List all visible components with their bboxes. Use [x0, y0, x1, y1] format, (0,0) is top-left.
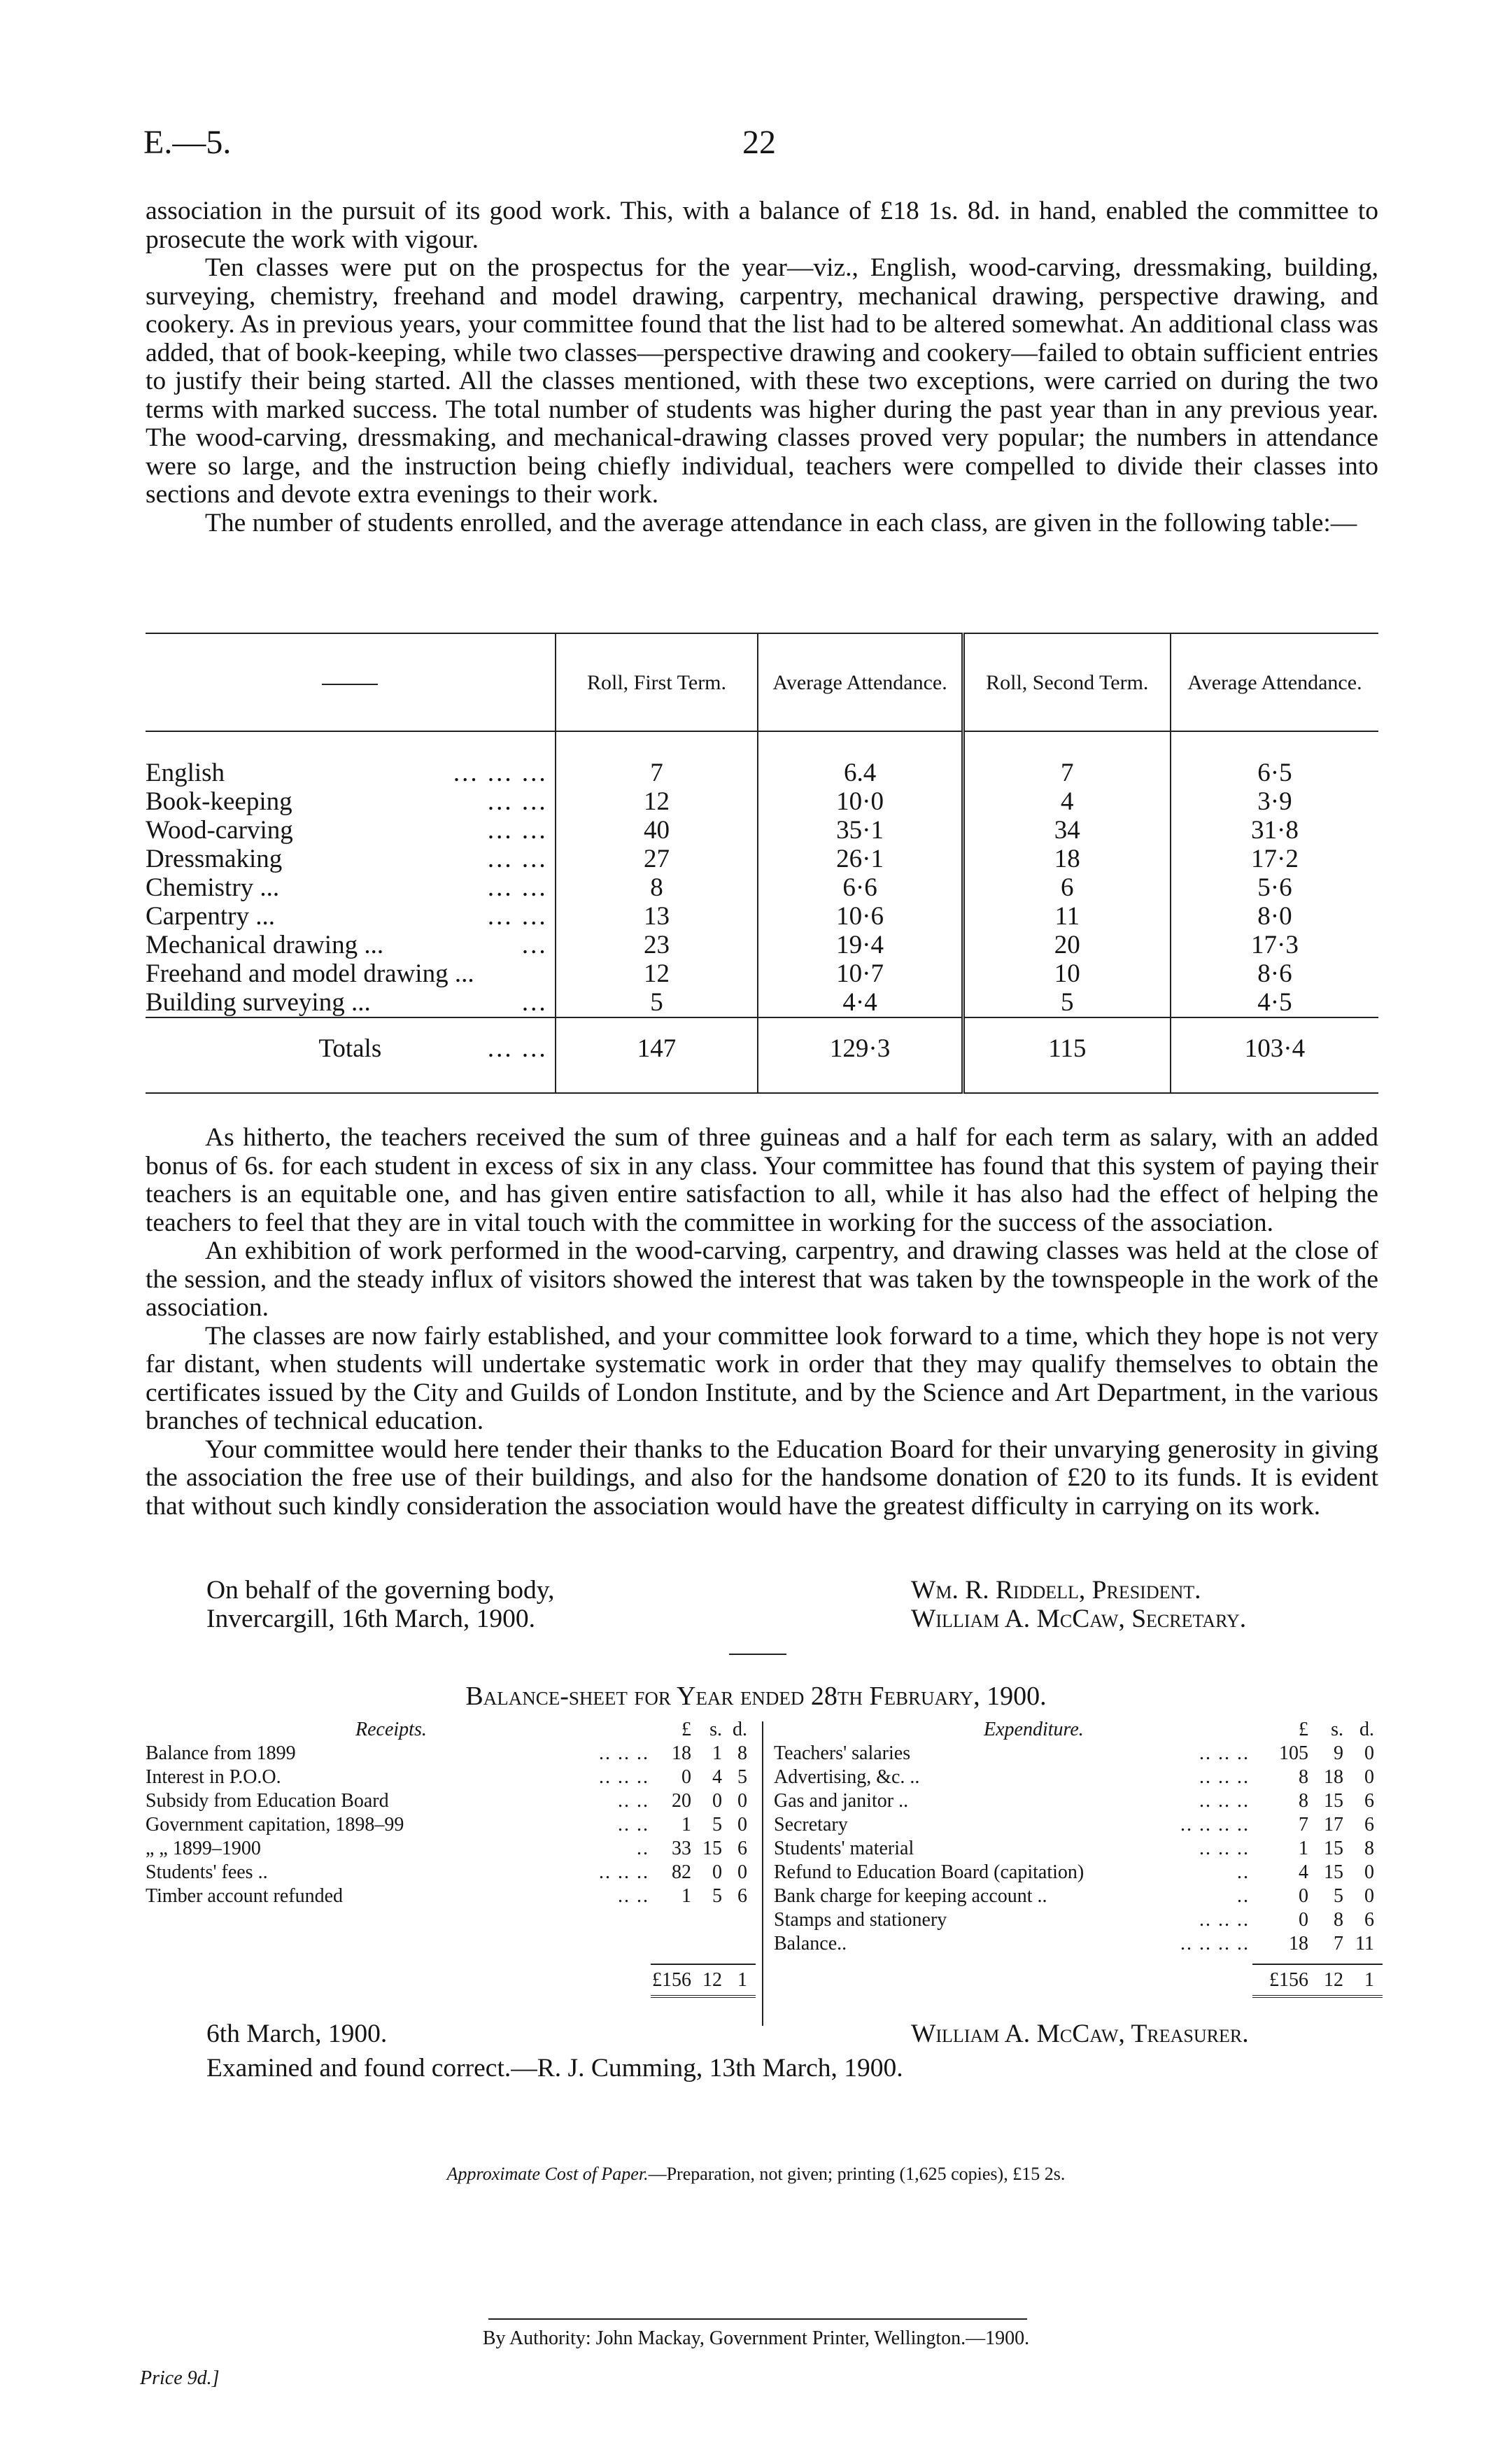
totals-row [146, 1017, 1378, 1080]
avg-attendance-second: 5·6 [1171, 873, 1378, 902]
ledger-row [146, 1742, 756, 1766]
leader-dots: ... ... [487, 1034, 548, 1063]
leader-dots: .. [1237, 1885, 1250, 1907]
roll-first-term: 23 [556, 931, 758, 959]
expenditure-total-shillings: 12 [1324, 1969, 1343, 1991]
ledger-item-label: „ „ 1899–1900 [146, 1838, 261, 1859]
ledger-row [146, 1813, 756, 1837]
ledger-item-label: Balance.. [774, 1933, 847, 1954]
expenditure-total-pounds: £156 [1269, 1969, 1308, 1991]
leader-dots: .. .. [618, 1885, 649, 1907]
amount-pence: 0 [737, 1814, 747, 1835]
amount-shillings: 18 [1324, 1766, 1343, 1788]
ledger-item-label: Secretary [774, 1814, 848, 1835]
ledger-item-label: Teachers' salaries [774, 1742, 911, 1764]
leader-dots: .. .. [618, 1790, 649, 1812]
roll-first-term: 40 [556, 816, 758, 845]
receipts-header: Receipts. [355, 1719, 427, 1740]
ledger-item-label: Advertising, &c. .. [774, 1766, 920, 1788]
avg-attendance-second: 31·8 [1171, 816, 1378, 845]
amount-pounds: 18 [672, 1742, 691, 1764]
amount-pence: 6 [1364, 1909, 1374, 1931]
totals-roll-second: 115 [963, 1017, 1171, 1080]
pence-header: d. [1359, 1719, 1374, 1740]
table-row [146, 988, 1378, 1017]
amount-shillings: 15 [1324, 1861, 1343, 1883]
amount-shillings: 17 [1324, 1814, 1343, 1835]
amount-shillings: 5 [712, 1814, 722, 1835]
ledger-item-label: Students' fees .. [146, 1861, 268, 1883]
roll-first-term: 12 [556, 787, 758, 816]
paragraph: Your committee would here tender their thanks to the Education Board for their unvarying generosity in giving the association the free use of their buildings, and also for the handsome donation of £20 to its funds. It is evident that without such kindly consideration the association would have the greatest difficulty in carrying on its work. [146, 1435, 1378, 1521]
avg-attendance-second: 8·6 [1171, 959, 1378, 988]
expenditure-total-row [774, 1968, 1383, 1992]
roll-first-term: 7 [556, 759, 758, 787]
ledger-item-label: Stamps and stationery [774, 1909, 947, 1931]
class-name: Chemistry ... [146, 873, 280, 902]
leader-dots: .. .. .. [1199, 1766, 1250, 1788]
amount-pence: 6 [737, 1838, 747, 1859]
totals-avg-second: 103·4 [1171, 1017, 1378, 1080]
avg-attendance-second: 17·3 [1171, 931, 1378, 959]
expenditure-total-pence: 1 [1364, 1969, 1374, 1991]
roll-first-term: 13 [556, 902, 758, 931]
table-row [146, 759, 1378, 787]
body-text [146, 1124, 1378, 1521]
amount-pence: 0 [1364, 1766, 1374, 1788]
receipts-total-double-rule [651, 1995, 756, 1998]
avg-attendance-second: 8·0 [1171, 902, 1378, 931]
avg-attendance-first: 6·6 [758, 873, 963, 902]
roll-second-term: 18 [963, 845, 1171, 873]
roll-first-term: 8 [556, 873, 758, 902]
ledger-row [146, 1837, 756, 1861]
ledger-row [774, 1884, 1383, 1908]
roll-first-term: 5 [556, 988, 758, 1017]
footer-rule [488, 2318, 1027, 2320]
amount-pounds: 0 [1299, 1909, 1308, 1931]
ledger-item-label: Government capitation, 1898–99 [146, 1814, 404, 1835]
leader-dots: .. .. .. [1199, 1838, 1250, 1859]
leader-dots: .. .. .. [599, 1861, 649, 1883]
leader-dots: .. .. .. [1199, 1790, 1250, 1812]
amount-pence: 0 [1364, 1861, 1374, 1883]
receipts-total-pence: 1 [737, 1969, 747, 1991]
amount-shillings: 1 [712, 1742, 722, 1764]
amount-pounds: 4 [1299, 1861, 1308, 1883]
balance-sheet-title: Balance-sheet for Year ended 28th February, 1900. [465, 1682, 1047, 1711]
receipts-total-rule [651, 1964, 756, 1965]
audit-statement: Examined and found correct.—R. J. Cumming, 13th March, 1900. [206, 2054, 903, 2083]
totals-roll-first: 147 [556, 1017, 758, 1080]
paragraph: association in the pursuit of its good work. This, with a balance of £18 1s. 8d. in hand, enabled the committee to prosecute the work with vigour. [146, 197, 1378, 254]
column-header: Average Attendance. [1171, 633, 1378, 731]
balance-sheet-divider [762, 1721, 763, 2026]
ledger-item-label: Subsidy from Education Board [146, 1790, 389, 1812]
leader-dots: ... ... [487, 873, 548, 902]
column-header: Average Attendance. [758, 633, 963, 731]
amount-pounds: 8 [1299, 1766, 1308, 1788]
ledger-row [774, 1766, 1383, 1789]
class-name: Carpentry ... [146, 902, 275, 931]
leader-dots: ... [521, 988, 548, 1017]
leader-dots: .. [1237, 1861, 1250, 1883]
cost-note-label: Approximate Cost of Paper. [446, 2164, 649, 2184]
leader-dots: .. .. .. [599, 1766, 649, 1788]
paragraph: An exhibition of work performed in the wood-carving, carpentry, and drawing classes was held at the close of the session, and the steady influx of visitors showed the interest that was taken by the townspeople in the work of the association. [146, 1236, 1378, 1322]
avg-attendance-first: 10·7 [758, 959, 963, 988]
roll-first-term: 12 [556, 959, 758, 988]
pence-header: d. [733, 1719, 747, 1740]
avg-attendance-first: 4·4 [758, 988, 963, 1017]
avg-attendance-first: 10·6 [758, 902, 963, 931]
leader-dots: .. .. .. [1199, 1742, 1250, 1764]
paragraph: The classes are now fairly established, and your committee look forward to a time, which they hope is not very far distant, when students will undertake systematic work in order that they may qualify themselves to obtain the certificates issued by the City and Guilds of London Institute, and by the Science and Art Department, in the various branches of technical education. [146, 1321, 1378, 1435]
amount-pounds: 33 [672, 1838, 691, 1859]
roll-second-term: 5 [963, 988, 1171, 1017]
amount-shillings: 5 [1334, 1885, 1343, 1907]
table-row [146, 787, 1378, 816]
amount-pounds: 18 [1289, 1933, 1308, 1954]
avg-attendance-second: 3·9 [1171, 787, 1378, 816]
leader-dots: ... ... [487, 902, 548, 931]
class-name: Freehand and model drawing ... [146, 959, 474, 988]
amount-shillings: 15 [702, 1838, 722, 1859]
amount-pounds: 82 [672, 1861, 691, 1883]
paragraph: Ten classes were put on the prospectus for the year—viz., English, wood-carving, dressmaking, building, surveying, chemistry, freehand and model drawing, carpentry, mechanical drawing, perspective drawing, and cookery. As in previous years, your committee found that the list had to be altered somewhat. An additional class was added, that of book-keeping, while two classes—perspective drawing and cookery—failed to obtain sufficient entries to justify their being started. All the classes mentioned, with these two exceptions, were carried on during the two terms with marked success. The total number of students was higher during the past year than in any previous year. The wood-carving, dressmaking, and mechanical-drawing classes proved very popular; the numbers in attendance were so large, and the instruction being chiefly individual, teachers were compelled to divide their classes into sections and devote extra evenings to their work. [146, 253, 1378, 509]
ledger-item-label: Interest in P.O.O. [146, 1766, 281, 1788]
table-row [146, 931, 1378, 959]
class-name: Mechanical drawing ... [146, 931, 384, 959]
avg-attendance-first: 10·0 [758, 787, 963, 816]
roll-second-term: 11 [963, 902, 1171, 931]
leader-dots: ... ... [487, 787, 548, 816]
amount-pounds: 8 [1299, 1790, 1308, 1812]
amount-shillings: 7 [1334, 1933, 1343, 1954]
totals-avg-first: 129·3 [758, 1017, 963, 1080]
leader-dots: .. .. .. .. [1180, 1933, 1250, 1954]
amount-pounds: 105 [1279, 1742, 1308, 1764]
roll-second-term: 7 [963, 759, 1171, 787]
leader-dots: ... ... ... [453, 759, 548, 787]
cost-note-text: —Preparation, not given; printing (1,625 copies), £15 2s. [648, 2164, 1066, 2184]
intro-text [146, 197, 1378, 537]
expenditure-column [774, 1718, 1383, 1956]
roll-second-term: 20 [963, 931, 1171, 959]
amount-pence: 6 [1364, 1814, 1374, 1835]
class-name: Book-keeping [146, 787, 292, 816]
document-reference: E.—5. [143, 124, 232, 161]
leader-dots: .. .. .. [599, 1742, 649, 1764]
amount-shillings: 0 [712, 1861, 722, 1883]
table-row [146, 873, 1378, 902]
leader-dots: .. .. [618, 1814, 649, 1835]
leader-dots: .. .. .. [1199, 1909, 1250, 1931]
amount-pounds: 1 [681, 1885, 691, 1907]
amount-pence: 8 [1364, 1838, 1374, 1859]
ledger-row [774, 1861, 1383, 1884]
ledger-row [774, 1837, 1383, 1861]
table-row [146, 816, 1378, 845]
ledger-item-label: Students' material [774, 1838, 914, 1859]
leader-dots: .. [637, 1838, 649, 1859]
column-header: Roll, Second Term. [963, 633, 1171, 731]
amount-pence: 6 [737, 1885, 747, 1907]
avg-attendance-first: 6.4 [758, 759, 963, 787]
pounds-header: £ [1299, 1719, 1308, 1740]
amount-pence: 11 [1355, 1933, 1374, 1954]
row-label-header [146, 633, 556, 731]
avg-attendance-second: 4·5 [1171, 988, 1378, 1017]
ledger-item-label: Timber account refunded [146, 1885, 343, 1907]
ledger-item-label: Balance from 1899 [146, 1742, 296, 1764]
ledger-row [774, 1813, 1383, 1837]
class-name: Dressmaking [146, 845, 283, 873]
paragraph: As hitherto, the teachers received the sum of three guineas and a half for each term as salary, with an added bonus of 6s. for each student in excess of six in any class. Your committee has found that this system of paying their teachers is an equitable one, and has given entire satisfaction to all, while it has also had the effect of helping the teachers to feel that they are in vital touch with the committee in working for the success of the association. [146, 1123, 1378, 1237]
printer-authority: By Authority: John Mackay, Government Printer, Wellington.—1900. [482, 2327, 1030, 2349]
expenditure-total-rule [1252, 1964, 1383, 1965]
amount-pence: 8 [737, 1742, 747, 1764]
ledger-row [774, 1742, 1383, 1766]
amount-pounds: 20 [672, 1790, 691, 1812]
treasurer-date: 6th March, 1900. [206, 2020, 388, 2048]
table-row [146, 902, 1378, 931]
table-row [146, 959, 1378, 988]
ledger-row [146, 1789, 756, 1813]
cost-of-paper-note [0, 2164, 1512, 2185]
expenditure-total-double-rule [1252, 1995, 1383, 1998]
ledger-row [146, 1884, 756, 1908]
receipts-total-pounds: £156 [652, 1969, 691, 1991]
price: Price 9d.] [140, 2367, 220, 2389]
shillings-header: s. [1331, 1719, 1343, 1740]
amount-pence: 0 [1364, 1742, 1374, 1764]
class-name: Building surveying ... [146, 988, 371, 1017]
amount-pence: 0 [1364, 1885, 1374, 1907]
paragraph: The number of students enrolled, and the average attendance in each class, are given in the following table:— [205, 508, 1357, 537]
page-header [143, 123, 1375, 165]
class-name: English [146, 759, 225, 787]
ledger-item-label: Gas and janitor .. [774, 1790, 909, 1812]
signoff-president: Wm. R. Riddell, President. [911, 1576, 1201, 1605]
amount-pence: 0 [737, 1790, 747, 1812]
table-header-row [146, 633, 1378, 731]
receipts-column [146, 1718, 756, 1908]
leader-dots: ... [521, 931, 548, 959]
class-attendance-table [146, 633, 1378, 1094]
amount-shillings: 0 [712, 1790, 722, 1812]
avg-attendance-second: 17·2 [1171, 845, 1378, 873]
ledger-item-label: Refund to Education Board (capitation) [774, 1861, 1084, 1883]
section-divider [729, 1654, 786, 1655]
roll-second-term: 10 [963, 959, 1171, 988]
receipts-total-row [146, 1968, 756, 1992]
ledger-item-label: Bank charge for keeping account .. [774, 1885, 1047, 1907]
totals-label: Totals [318, 1034, 382, 1063]
ledger-row [146, 1861, 756, 1884]
avg-attendance-first: 19·4 [758, 931, 963, 959]
amount-pence: 6 [1364, 1790, 1374, 1812]
class-name: Wood-carving [146, 816, 293, 845]
amount-pence: 0 [737, 1861, 747, 1883]
amount-shillings: 5 [712, 1885, 722, 1907]
amount-shillings: 8 [1334, 1909, 1343, 1931]
ledger-row [774, 1908, 1383, 1932]
amount-pounds: 0 [681, 1766, 691, 1788]
treasurer-signature: William A. McCaw, Treasurer. [911, 2020, 1249, 2048]
receipts-total-shillings: 12 [702, 1969, 722, 1991]
signoff-secretary: William A. McCaw, Secretary. [911, 1605, 1247, 1633]
leader-dots: ... ... [487, 845, 548, 873]
signoff-left-2: Invercargill, 16th March, 1900. [206, 1605, 536, 1633]
shillings-header: s. [709, 1719, 722, 1740]
avg-attendance-first: 35·1 [758, 816, 963, 845]
pounds-header: £ [681, 1719, 691, 1740]
avg-attendance-second: 6·5 [1171, 759, 1378, 787]
amount-pounds: 7 [1299, 1814, 1308, 1835]
amount-shillings: 15 [1324, 1838, 1343, 1859]
page-number: 22 [742, 124, 776, 161]
leader-dots: ... ... [487, 816, 548, 845]
table-row [146, 845, 1378, 873]
amount-pounds: 0 [1299, 1885, 1308, 1907]
ledger-row [774, 1932, 1383, 1956]
amount-pence: 5 [737, 1766, 747, 1788]
roll-second-term: 34 [963, 816, 1171, 845]
signoff-left-1: On behalf of the governing body, [206, 1576, 555, 1605]
amount-pounds: 1 [681, 1814, 691, 1835]
amount-shillings: 4 [712, 1766, 722, 1788]
avg-attendance-first: 26·1 [758, 845, 963, 873]
roll-first-term: 27 [556, 845, 758, 873]
amount-shillings: 15 [1324, 1790, 1343, 1812]
amount-shillings: 9 [1334, 1742, 1343, 1764]
expenditure-header: Expenditure. [984, 1719, 1084, 1740]
roll-second-term: 6 [963, 873, 1171, 902]
leader-dots: .. .. .. .. [1180, 1814, 1250, 1835]
ledger-row [774, 1789, 1383, 1813]
amount-pounds: 1 [1299, 1838, 1308, 1859]
column-header: Roll, First Term. [556, 633, 758, 731]
ledger-row [146, 1766, 756, 1789]
roll-second-term: 4 [963, 787, 1171, 816]
